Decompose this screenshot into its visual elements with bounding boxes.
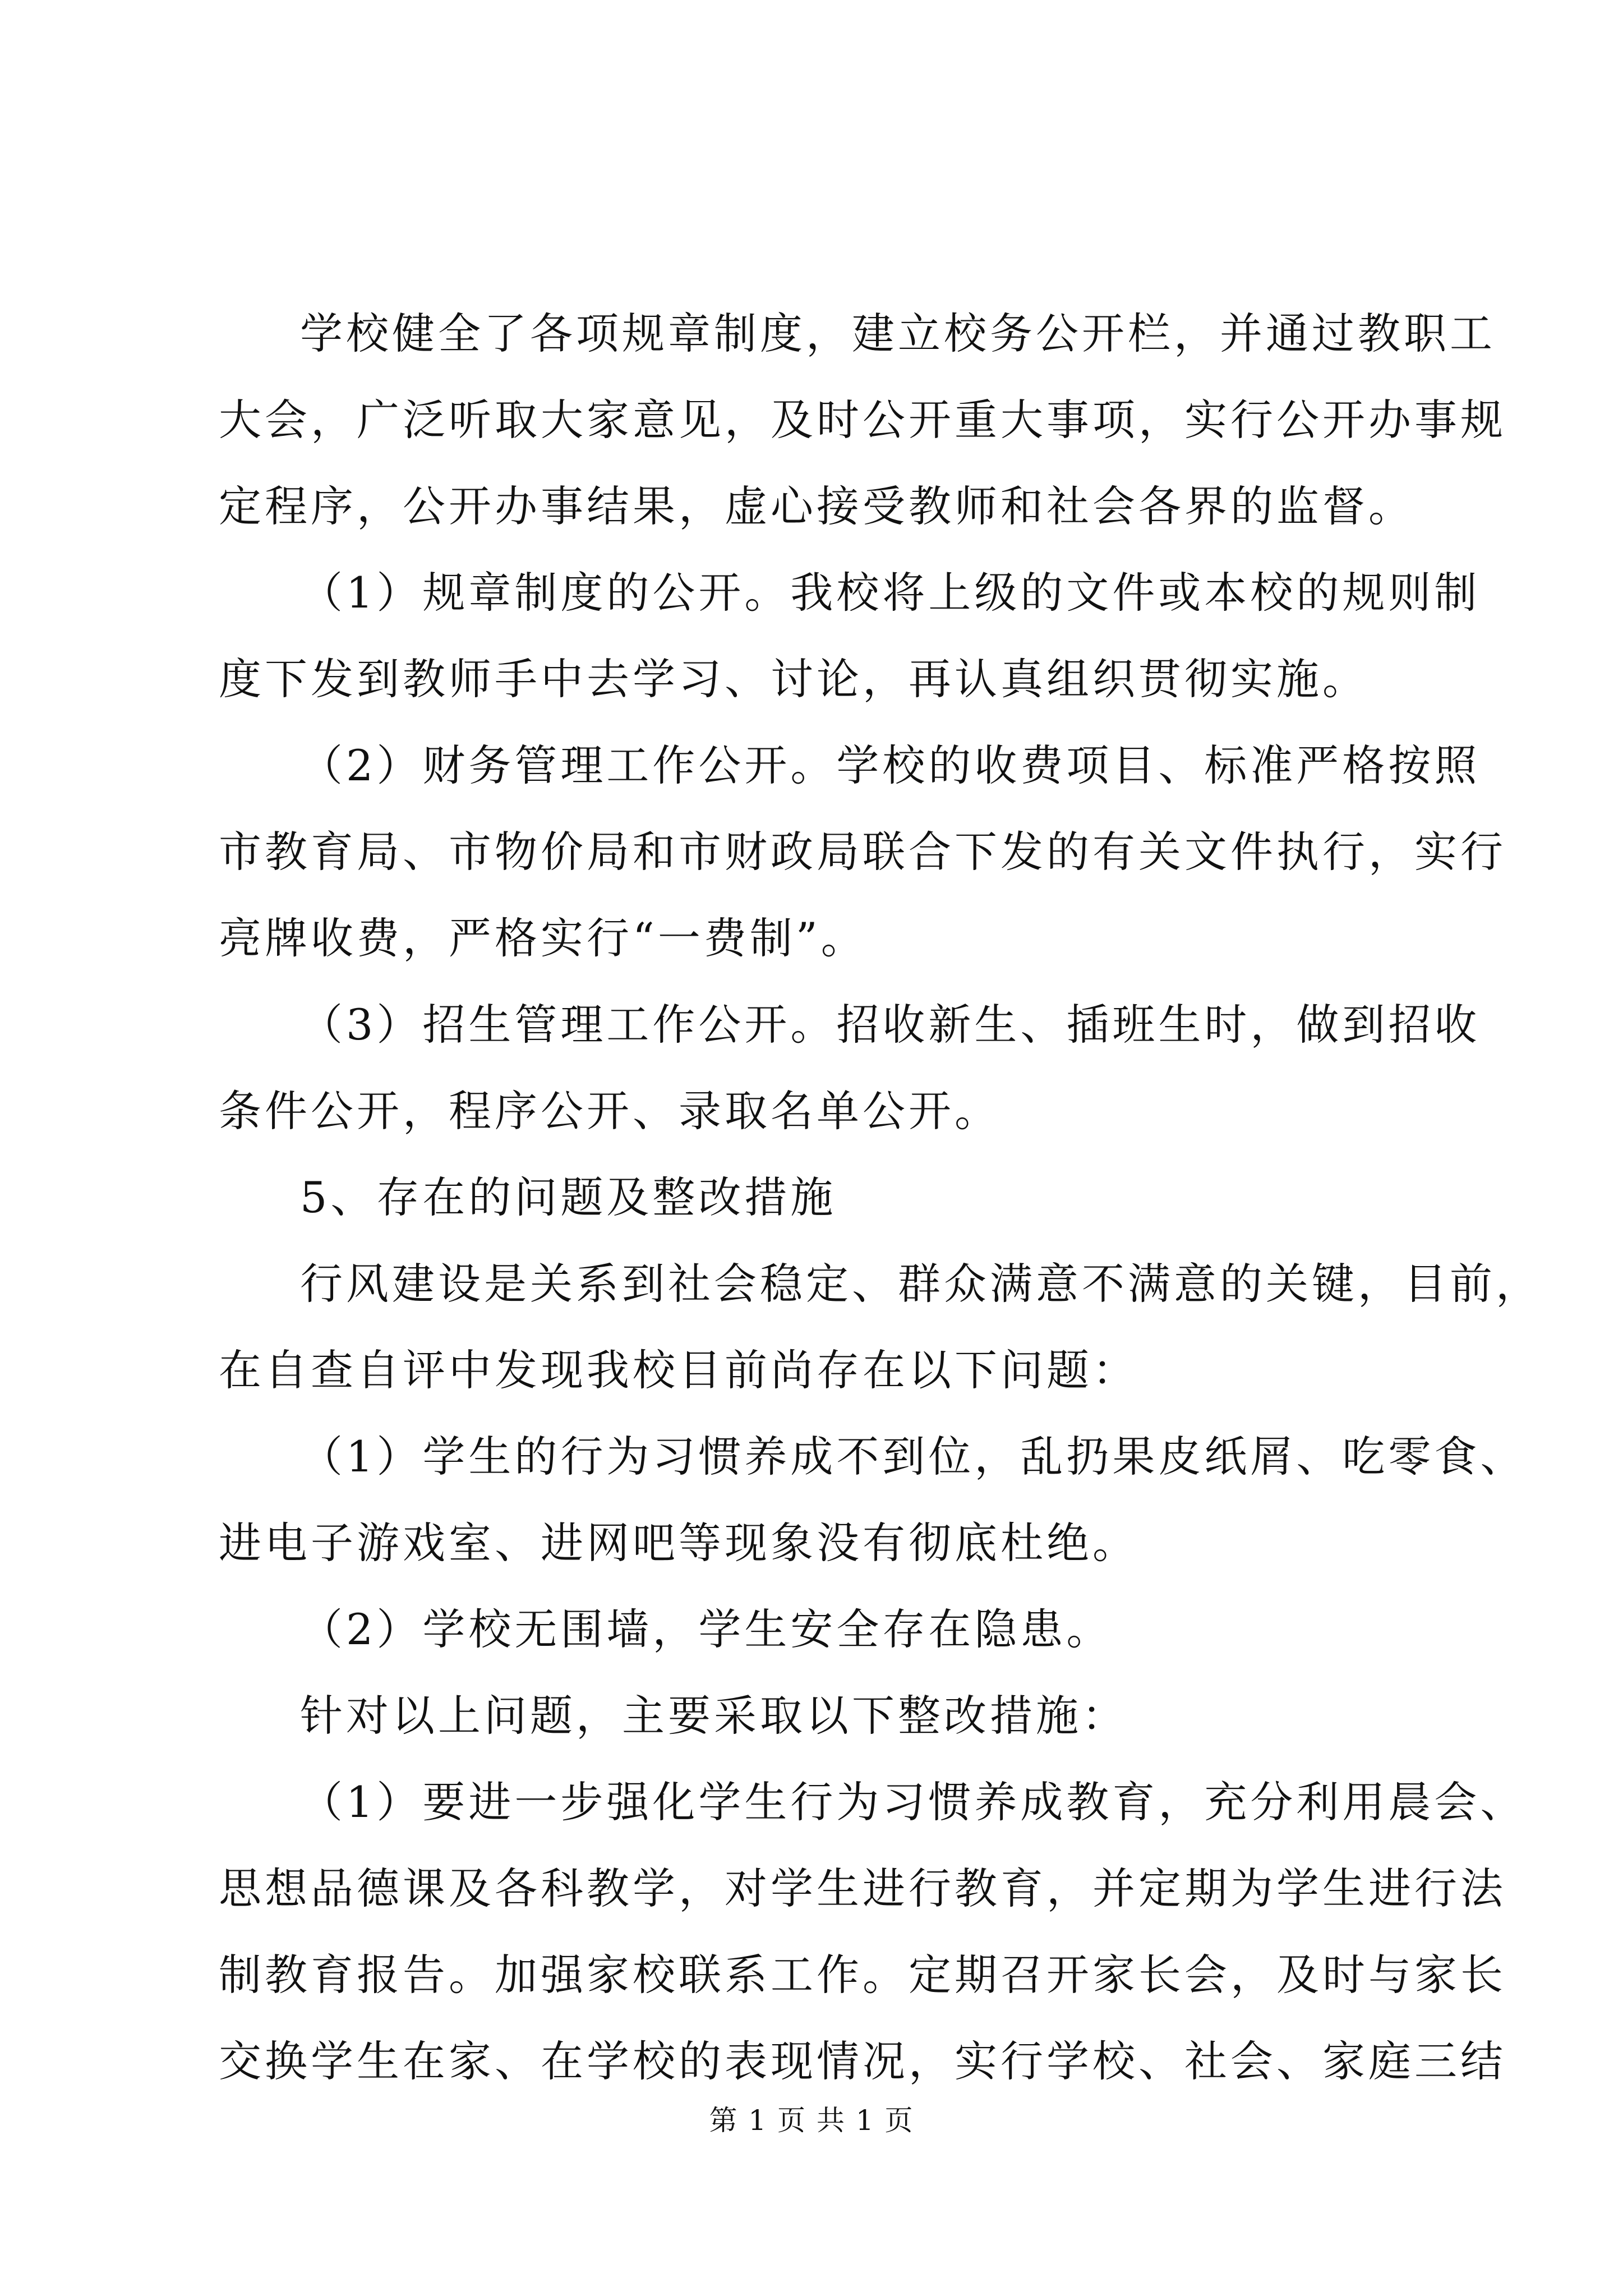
- paragraph-line: （1）学生的行为习惯养成不到位，乱扔果皮纸屑、吃零食、: [300, 1432, 1527, 1481]
- paragraph-line: 定程序，公开办事结果，虚心接受教师和社会各界的监督。: [219, 481, 1414, 531]
- paragraph-line: 学校健全了各项规章制度，建立校务公开栏，并通过教职工: [300, 309, 1496, 358]
- paragraph-line: 亮牌收费，严格实行“一费制”。: [219, 913, 867, 963]
- section-heading: 5、存在的问题及整改措施: [300, 1172, 837, 1222]
- paragraph-line: 制教育报告。加强家校联系工作。定期召开家长会，及时与家长: [219, 1950, 1506, 2000]
- paragraph-line: （2）财务管理工作公开。学校的收费项目、标准严格按照: [300, 740, 1481, 790]
- paragraph-line: （1）规章制度的公开。我校将上级的文件或本校的规则制: [300, 568, 1481, 618]
- page-footer: 第 1 页 共 1 页: [709, 2104, 914, 2137]
- paragraph-line: （2）学校无围墙，学生安全存在隐患。: [300, 1604, 1113, 1654]
- paragraph-line: 交换学生在家、在学校的表现情况，实行学校、社会、家庭三结: [219, 2036, 1506, 2086]
- paragraph-line: 进电子游戏室、进网吧等现象没有彻底杜绝。: [219, 1518, 1138, 1568]
- paragraph-line: 行风建设是关系到社会稳定、群众满意不满意的关键，目前，: [300, 1259, 1542, 1309]
- paragraph-line: 条件公开，程序公开、录取名单公开。: [219, 1086, 1000, 1136]
- paragraph-line: 思想品德课及各科教学，对学生进行教育，并定期为学生进行法: [219, 1864, 1506, 1913]
- paragraph-line: （3）招生管理工作公开。招收新生、插班生时，做到招收: [300, 1000, 1481, 1050]
- paragraph-line: 在自查自评中发现我校目前尚存在以下问题：: [219, 1345, 1138, 1395]
- paragraph-line: 针对以上问题，主要采取以下整改措施：: [300, 1691, 1128, 1741]
- paragraph-line: （1）要进一步强化学生行为习惯养成教育，充分利用晨会、: [300, 1777, 1527, 1827]
- paragraph-line: 度下发到教师手中去学习、讨论，再认真组织贯彻实施。: [219, 654, 1368, 704]
- paragraph-line: 大会，广泛听取大家意见，及时公开重大事项，实行公开办事规: [219, 395, 1506, 445]
- paragraph-line: 市教育局、市物价局和市财政局联合下发的有关文件执行，实行: [219, 827, 1506, 877]
